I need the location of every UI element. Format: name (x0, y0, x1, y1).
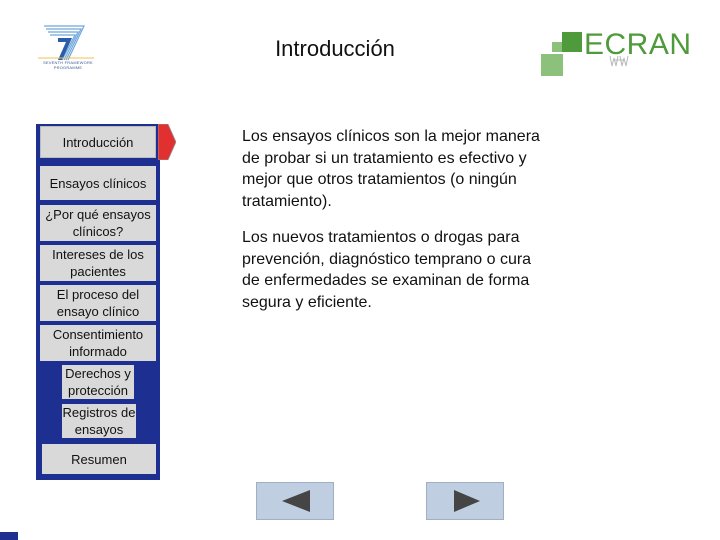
content-paragraph-1: Los ensayos clínicos son la mejor manera de probar si un tratamiento es efectivo y mejor que otros tratamientos (o ningún tratamiento). (242, 128, 540, 210)
sidebar-item-registros[interactable]: Registros de ensayos (62, 405, 136, 437)
sidebar-item-derechos[interactable]: Derechos y protección (62, 365, 134, 399)
corner-marker (0, 532, 18, 540)
sidebar-item-por-que[interactable]: ¿Por qué ensayos clínicos? (40, 205, 156, 241)
fp7-caption: SEVENTH FRAMEWORK PROGRAMME (43, 60, 93, 70)
previous-button[interactable] (256, 482, 334, 520)
active-pointer-icon (158, 124, 176, 160)
triangle-left-icon (278, 488, 312, 514)
sidebar-item-consentimiento[interactable]: Consentimiento informado (40, 325, 156, 361)
triangle-right-icon (448, 488, 482, 514)
sidebar-item-intereses[interactable]: Intereses de los pacientes (40, 245, 156, 281)
sidebar-item-introduccion[interactable]: Introducción (40, 126, 156, 158)
sidebar-item-ensayos-clinicos[interactable]: Ensayos clínicos (40, 166, 156, 200)
next-button[interactable] (426, 482, 504, 520)
sidebar-item-resumen[interactable]: Resumen (42, 444, 156, 474)
page-title: Introducción (275, 36, 395, 61)
sidebar-item-proceso[interactable]: El proceso del ensayo clínico (40, 285, 156, 321)
main-content (242, 126, 542, 328)
ecran-wordmark: ECRAN (584, 28, 692, 61)
content-paragraph-2: Los nuevos tratamientos o drogas para prevención, diagnóstico temprano o cura de enfermedades se examinan de forma segura y eficiente. (242, 229, 532, 311)
